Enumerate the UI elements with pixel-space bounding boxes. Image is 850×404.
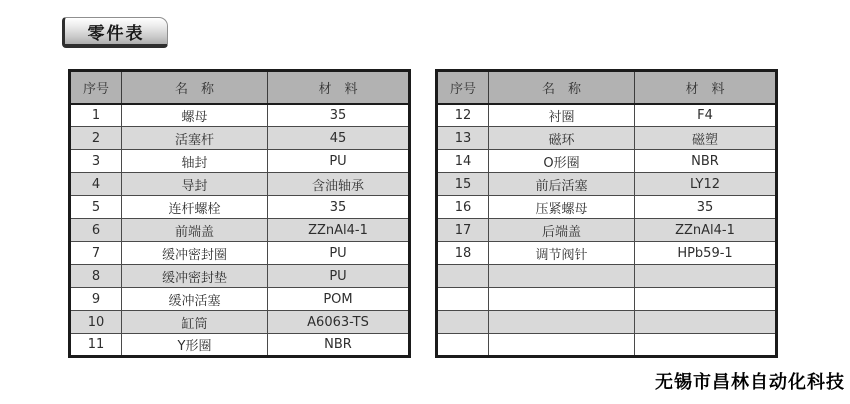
table-cell (489, 311, 635, 334)
table-row (437, 334, 777, 357)
table-cell (635, 265, 777, 288)
table-row (437, 150, 777, 173)
column-header-name: 名 称 (489, 71, 635, 104)
table-cell: 35 (635, 196, 777, 219)
table-cell: O形圈 (489, 150, 635, 173)
table-cell: 后端盖 (489, 219, 635, 242)
table-cell: NBR (268, 334, 410, 357)
table-cell: 35 (268, 104, 410, 127)
table-cell: 调节阀针 (489, 242, 635, 265)
table-row (70, 288, 410, 311)
column-header-material: 材 料 (635, 71, 777, 104)
table-cell: 磁塑 (635, 127, 777, 150)
table-cell: 8 (70, 265, 122, 288)
column-header-no: 序号 (437, 71, 489, 104)
table-cell: 轴封 (122, 150, 268, 173)
table-row (70, 265, 410, 288)
table-row (437, 173, 777, 196)
table-row (437, 127, 777, 150)
table-cell: Y形圈 (122, 334, 268, 357)
table-cell: 13 (437, 127, 489, 150)
table-row (70, 334, 410, 357)
table-row (70, 104, 410, 127)
table-row (70, 150, 410, 173)
table-cell: ZZnAl4-1 (268, 219, 410, 242)
table-row (437, 196, 777, 219)
table-cell: 2 (70, 127, 122, 150)
table-header-row (70, 71, 410, 104)
table-header-row (437, 71, 777, 104)
table-cell: 前端盖 (122, 219, 268, 242)
table-cell: 9 (70, 288, 122, 311)
table-row (70, 196, 410, 219)
table-cell: 磁环 (489, 127, 635, 150)
table-cell: 16 (437, 196, 489, 219)
column-header-name: 名 称 (122, 71, 268, 104)
table-cell: 1 (70, 104, 122, 127)
parts-table-left (68, 69, 411, 358)
table-cell: HPb59-1 (635, 242, 777, 265)
page-title: 零件表 (62, 17, 168, 48)
table-cell: 14 (437, 150, 489, 173)
table-row (70, 127, 410, 150)
table-row (437, 219, 777, 242)
table-cell: 17 (437, 219, 489, 242)
parts-table-right (435, 69, 778, 358)
table-cell (635, 311, 777, 334)
table-cell (437, 311, 489, 334)
column-header-no: 序号 (70, 71, 122, 104)
table-cell (437, 334, 489, 357)
table-cell: 10 (70, 311, 122, 334)
table-cell: 缸筒 (122, 311, 268, 334)
table-cell (437, 265, 489, 288)
table-cell: 缓冲密封圈 (122, 242, 268, 265)
table-cell: A6063-TS (268, 311, 410, 334)
table-cell: 活塞杆 (122, 127, 268, 150)
table-cell: PU (268, 242, 410, 265)
table-cell: 压紧螺母 (489, 196, 635, 219)
table-cell: POM (268, 288, 410, 311)
table-cell: 12 (437, 104, 489, 127)
table-cell: 缓冲密封垫 (122, 265, 268, 288)
table-cell: 导封 (122, 173, 268, 196)
table-row (437, 265, 777, 288)
table-cell: LY12 (635, 173, 777, 196)
table-cell: 连杆螺栓 (122, 196, 268, 219)
table-cell: 7 (70, 242, 122, 265)
table-cell (635, 334, 777, 357)
table-row (70, 173, 410, 196)
table-row (437, 311, 777, 334)
table-row (70, 311, 410, 334)
table-cell: 3 (70, 150, 122, 173)
company-name: 无锡市昌林自动化科技 (655, 372, 845, 393)
table-cell: 45 (268, 127, 410, 150)
table-cell: F4 (635, 104, 777, 127)
table-cell: 15 (437, 173, 489, 196)
column-header-material: 材 料 (268, 71, 410, 104)
table-cell: 缓冲活塞 (122, 288, 268, 311)
table-cell: 4 (70, 173, 122, 196)
table-cell: 35 (268, 196, 410, 219)
table-cell (437, 288, 489, 311)
table-cell: PU (268, 150, 410, 173)
table-cell: 前后活塞 (489, 173, 635, 196)
table-cell: 18 (437, 242, 489, 265)
table-row (437, 288, 777, 311)
table-row (437, 242, 777, 265)
table-cell: 含油轴承 (268, 173, 410, 196)
table-cell (489, 334, 635, 357)
table-cell: NBR (635, 150, 777, 173)
table-row (437, 104, 777, 127)
table-cell (489, 288, 635, 311)
table-cell: 5 (70, 196, 122, 219)
table-cell: 6 (70, 219, 122, 242)
table-cell: ZZnAl4-1 (635, 219, 777, 242)
table-cell: 螺母 (122, 104, 268, 127)
table-row (70, 219, 410, 242)
table-cell: 11 (70, 334, 122, 357)
table-cell (489, 265, 635, 288)
table-cell: 衬圈 (489, 104, 635, 127)
table-row (70, 242, 410, 265)
table-cell (635, 288, 777, 311)
table-cell: PU (268, 265, 410, 288)
